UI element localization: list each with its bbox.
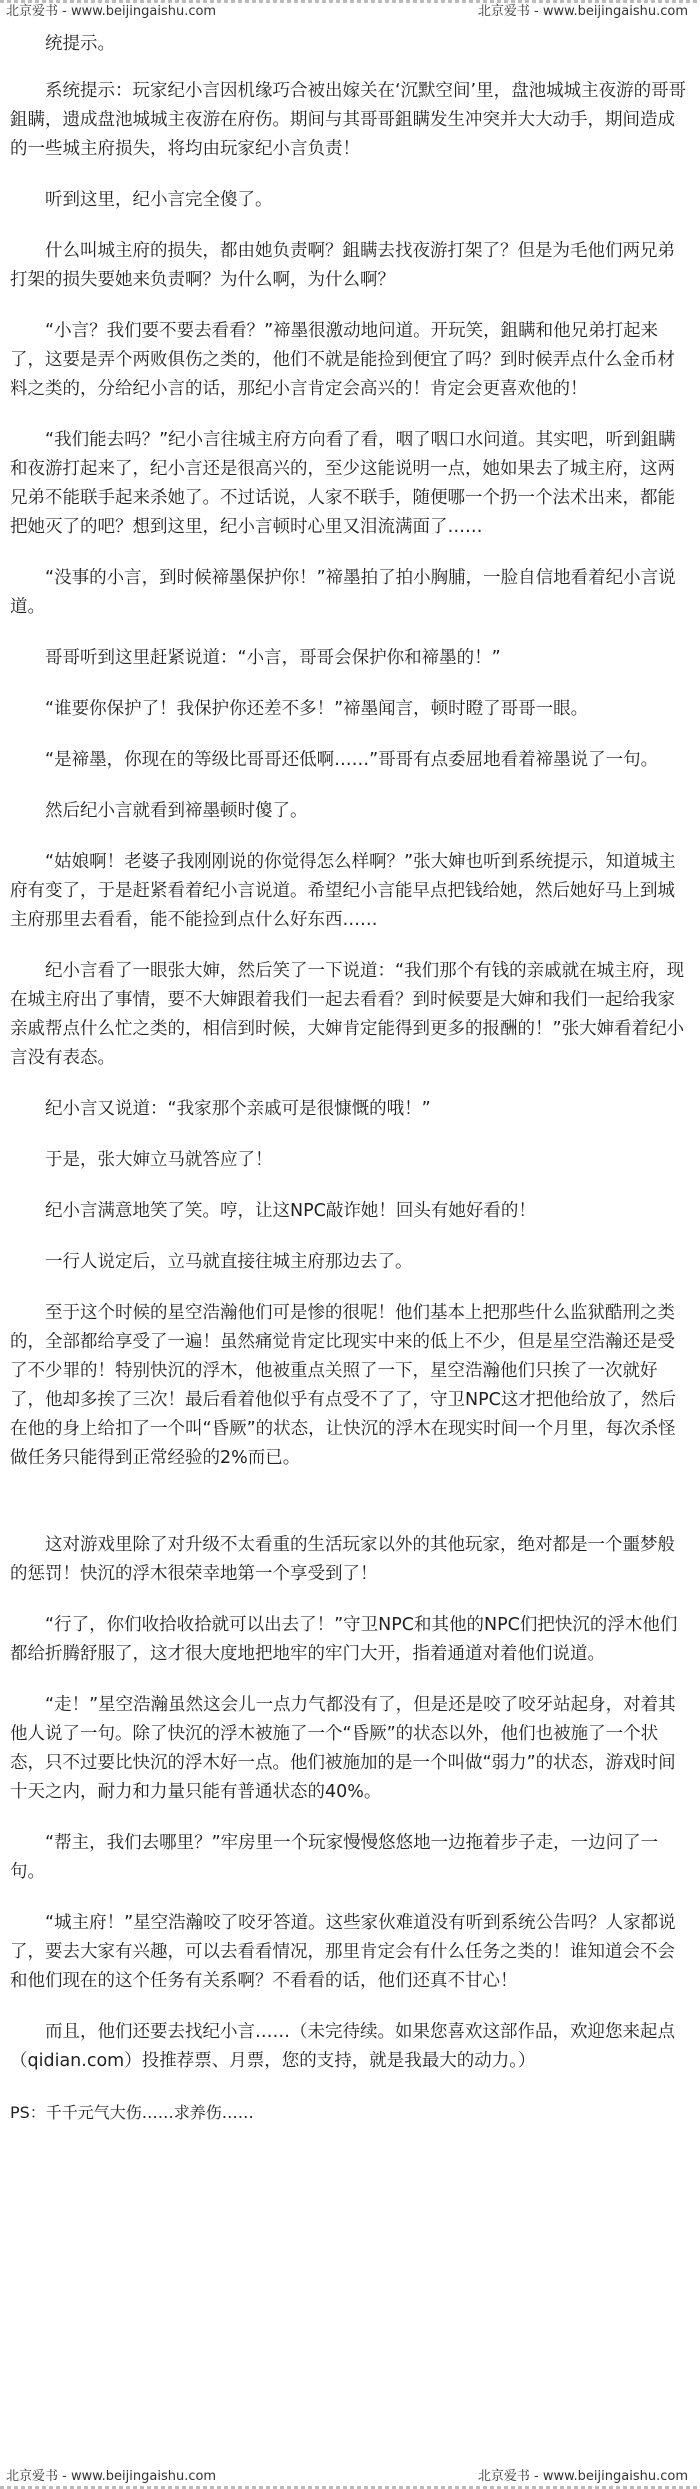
watermark-left: 北京爱书 - www.beijingaishu.com [6,4,217,19]
watermark-right: 北京爱书 - www.beijingaishu.com [477,2469,688,2484]
watermark-right: 北京爱书 - www.beijingaishu.com [477,4,688,19]
bottom-watermark-bar [0,2465,700,2489]
paragraph: 纪小言满意地笑了笑。哼，让这NPC敲诈她！回头有她好看的！ [45,1201,536,1221]
paragraph: 至于这个时候的星空浩瀚他们可是惨的很呢！他们基本上把那些什么监狱酷刑之类的，全部都给享受了一遍！虽然痛觉肯定比现实中来的低上不少，但是星空浩瀚还是受了不少罪的！特别快沉的浮木，他被重点关照了一下，星空浩瀚他们只挨了一次就好了，他却多挨了三次！最后看着他似乎有点受不了了，守卫NPC这才把他给放了，然后在他的身上给扣了一个叫“昏厥”的状态，让快沉的浮木在现实时间一个月里，每次杀怪做任务只能得到正常经验的2%而已。 [10,1303,676,1468]
watermark-left: 北京爱书 - www.beijingaishu.com [6,2469,217,2484]
paragraph: 一行人说定后，立马就直接往城主府那边去了。 [45,1252,413,1272]
paragraph: “行了，你们收拾收拾就可以出去了！”守卫NPC和其他的NPC们把快沉的浮木他们都给折腾舒服了，这才很大度地把地牢的牢门大开，指着通道对着他们说道。 [10,1615,678,1664]
paragraph: “我们能去吗？”纪小言往城主府方向看了看，咽了咽口水问道。其实吧，听到鉏瞒和夜游打起来了，纪小言还是很高兴的，至少这能说明一点，她如果去了城主府，这两兄弟不能联手起来杀她了。不过话说，人家不联手，随便哪一个扔一个法术出来，都能把她灭了的吧？想到这里，纪小言顿时心里又泪流满面了…… [10,430,676,537]
paragraph: “小言？我们要不要去看看？”禘墨很激动地问道。开玩笑，鉏瞒和他兄弟打起来了，这要是弄个两败俱伤之类的，他们不就是能捡到便宜了吗？到时候弄点什么金币材料之类的，分给纪小言的话，那纪小言肯定会高兴的！肯定会更喜欢他的！ [10,321,675,399]
postscript: PS：千千元气大伤……求养伤…… [10,2103,254,2122]
paragraph: “没事的小言，到时候禘墨保护你！”禘墨拍了拍小胸脯，一脸自信地看着纪小言说道。 [10,568,676,617]
paragraph: “是禘墨，你现在的等级比哥哥还低啊……”哥哥有点委屈地看着禘墨说了一句。 [45,750,659,770]
paragraph: 统提示。 [45,34,115,54]
paragraph: 什么叫城主府的损失，都由她负责啊？鉏瞒去找夜游打架了？但是为毛他们两兄弟打架的损失要她来负责啊？为什么啊，为什么啊？ [10,241,675,290]
top-watermark-bar [0,0,700,24]
paragraph: “谁要你保护了！我保护你还差不多！”禘墨闻言，顿时瞪了哥哥一眼。 [45,699,589,719]
paragraph: “走！”星空浩瀚虽然这会儿一点力气都没有了，但是还是咬了咬牙站起身，对着其他人说了一句。除了快沉的浮木被施了一个“昏厥”的状态以外，他们也被施了一个状态，只不过要比快沉的浮木好一点。他们被施加的是一个叫做“弱力”的状态，游戏时间十天之内，耐力和力量只能有普通状态的40%。 [10,1695,676,1802]
paragraph: 于是，张大婶立马就答应了！ [45,1150,273,1170]
paragraph: 然后纪小言就看到禘墨顿时傻了。 [45,801,308,821]
section-gap [10,1495,690,1531]
paragraph: 听到这里，纪小言完全傻了。 [45,190,273,210]
paragraph: 而且，他们还要去找纪小言……（未完待续。如果您喜欢这部作品，欢迎您来起点（qidian.com）投推荐票、月票，您的支持，就是我最大的动力。） [10,2022,675,2071]
paragraph: 这对游戏里除了对升级不太看重的生活玩家以外的其他玩家，绝对都是一个噩梦般的惩罚！快沉的浮木很荣幸地第一个享受到了！ [10,1535,675,1584]
paragraph: “姑娘啊！老婆子我刚刚说的你觉得怎么样啊？”张大婶也听到系统提示，知道城主府有变了，于是赶紧看着纪小言说道。希望纪小言能早点把钱给她，然后她好马上到城主府那里去看看，能不能捡到点什么好东西…… [10,852,676,930]
paragraph: “城主府！”星空浩瀚咬了咬牙答道。这些家伙难道没有听到系统公告吗？人家都说了，要去大家有兴趣，可以去看看情况，那里肯定会有什么任务之类的！谁知道会不会和他们现在的这个任务有关系啊？不看看的话，他们还真不甘心！ [10,1913,676,1991]
paragraph: 纪小言看了一眼张大婶，然后笑了一下说道：“我们那个有钱的亲戚就在城主府，现在城主府出了事情，要不大婶跟着我们一起去看看？到时候要是大婶和我们一起给我家亲戚帮点什么忙之类的，相信到时候，大婶肯定能得到更多的报酬的！”张大婶看着纪小言没有表态。 [10,961,685,1068]
paragraph: 系统提示：玩家纪小言因机缘巧合被出嫁关在‘沉默空间’里，盘池城城主夜游的哥哥鉏瞒，遗成盘池城城主夜游在府伤。期间与其哥哥鉏瞒发生冲突并大大动手，期间造成的一些城主府损失，将均由玩家纪小言负责！ [10,81,687,159]
paragraph: 纪小言又说道：“我家那个亲戚可是很慷慨的哦！” [45,1099,431,1119]
chapter-body [10,30,690,2149]
paragraph: 哥哥听到这里赶紧说道：“小言，哥哥会保护你和禘墨的！” [45,648,501,668]
paragraph: “帮主，我们去哪里？”牢房里一个玩家慢慢悠悠地一边拖着步子走，一边问了一句。 [10,1833,659,1882]
